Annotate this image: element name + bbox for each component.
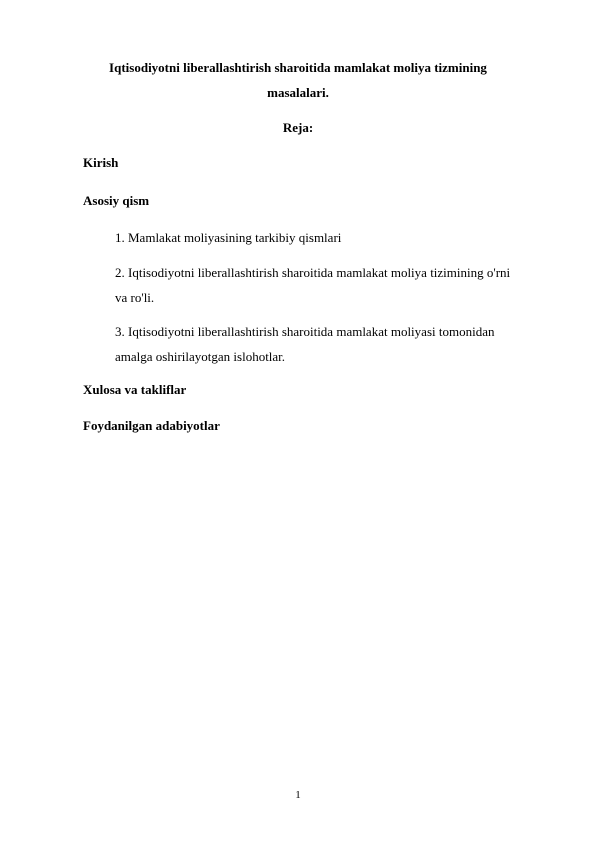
plan-item-3 — [115, 324, 535, 365]
section-references: Foydanilgan adabiyotlar — [83, 418, 220, 433]
plan-item-2 — [115, 265, 535, 306]
document-title-line-1: Iqtisodiyotni liberallashtirish sharoitida mamlakat moliya tizmining — [109, 60, 487, 75]
plan-item-3-line-1: 3. Iqtisodiyotni liberallashtirish sharoitida mamlakat moliyasi tomonidan — [115, 324, 495, 339]
section-conclusion: Xulosa va takliflar — [83, 382, 187, 397]
plan-item-1 — [115, 230, 535, 246]
plan-heading: Reja: — [282, 120, 314, 135]
section-intro: Kirish — [83, 155, 119, 170]
plan-item-3-line-2: amalga oshirilayotgan islohotlar. — [115, 349, 286, 364]
section-main-part: Asosiy qism — [83, 193, 150, 208]
document-title-line-2: masalalari. — [267, 85, 329, 100]
plan-item-2-line-1: 2. Iqtisodiyotni liberallashtirish sharoitida mamlakat moliya tizimining o'rni — [115, 265, 511, 280]
page-number: 1 — [295, 789, 301, 801]
plan-item-2-line-2: va ro'li. — [115, 290, 155, 305]
plan-item-1-text: 1. Mamlakat moliyasining tarkibiy qismlari — [115, 230, 342, 245]
